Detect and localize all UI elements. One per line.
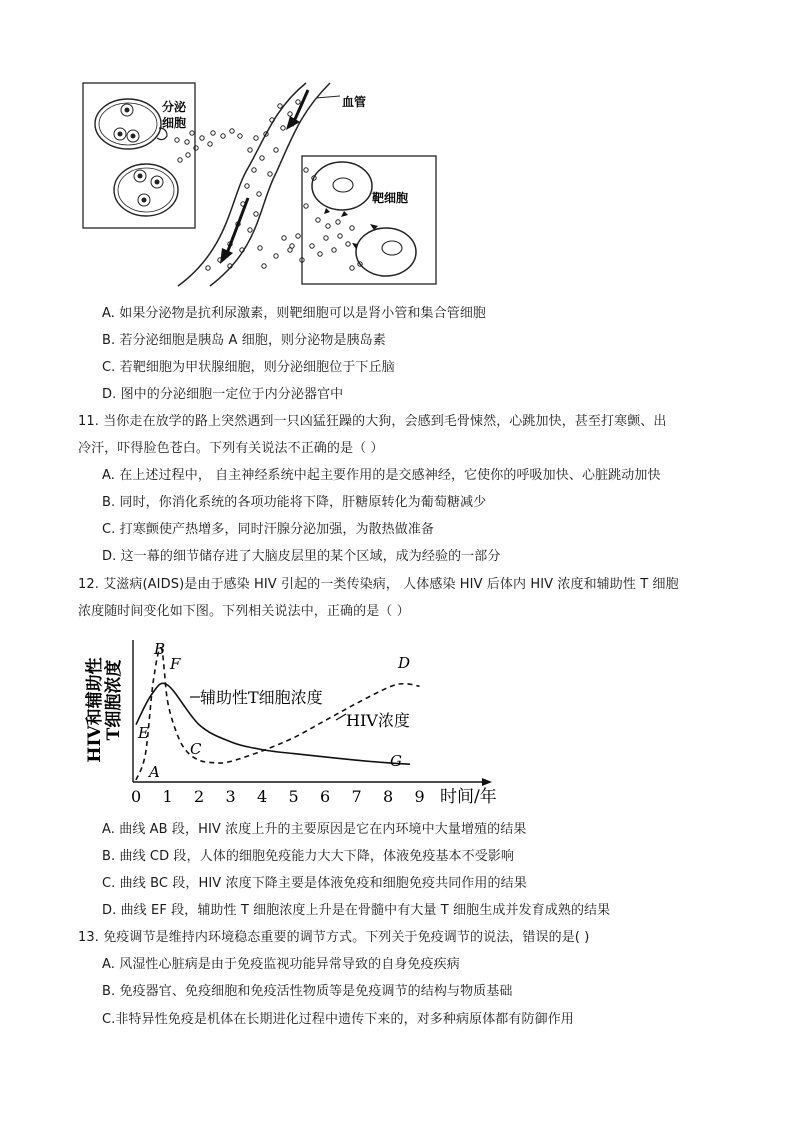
series-label-hiv: HIV浓度 [346, 711, 410, 730]
q12-option-c: C. 曲线 BC 段，HIV 浓度下降主要是体液免疫和细胞免疫共同作用的结果 [102, 876, 527, 891]
target-cell-upper [312, 162, 372, 210]
chart-x-ticks [131, 787, 425, 806]
x-tick-label: 5 [288, 787, 299, 806]
secretory-label-1: 分泌 [162, 100, 187, 114]
x-tick-label: 0 [131, 787, 142, 806]
q10-option-a: A. 如果分泌物是抗利尿激素，则靶细胞可以是肾小管和集合管细胞 [102, 306, 487, 321]
target-cell-lower [356, 228, 416, 276]
x-tick-label: 2 [194, 787, 205, 806]
x-tick-label: 7 [351, 787, 362, 806]
q12-stem-line1: 12. 艾滋病(AIDS)是由于感染 HIV 引起的一类传染病， 人体感染 HIV 后体内 HIV 浓度和辅助性 T 细胞 [78, 577, 679, 592]
q12-option-b: B. 曲线 CD 段，人体的细胞免疫能力大大下降，体液免疫基本不受影响 [102, 849, 515, 864]
blood-vessel-wall-left [178, 83, 306, 286]
chart-ylabel [84, 657, 124, 762]
q13-option-a: A. 风湿性心脏病是由于免疫监视功能异常导致的自身免疫疾病 [102, 957, 460, 972]
q11-stem-line1: 11. 当你走在放学的路上突然遇到一只凶猛狂躁的大狗，会感到毛骨悚然，心跳加快，甚至打寒颤、出 [78, 414, 667, 429]
point-label-f: F [170, 655, 181, 673]
y-axis-label-line-1: HIV和辅助性 [85, 657, 105, 763]
x-tick-label: 9 [414, 787, 425, 806]
y-axis-label-line-2: T细胞浓度 [104, 659, 124, 741]
hiv-t-cell-chart [80, 630, 510, 812]
point-label-a: A [149, 763, 160, 781]
q12-stem-line2: 浓度随时间变化如下图。下列相关说法中，正确的是（ ） [78, 604, 410, 619]
q12-option-a: A. 曲线 AB 段，HIV 浓度上升的主要原因是它在内环境中大量增殖的结果 [102, 822, 527, 837]
chart-x-axis-arrow [482, 778, 492, 786]
blood-vessel-label: 血管 [342, 95, 367, 109]
secretory-cell-lower [114, 164, 178, 216]
x-tick-label: 6 [320, 787, 331, 806]
secretory-cell-upper [95, 99, 161, 149]
x-tick-label: 3 [225, 787, 236, 806]
secretion-dots [175, 129, 242, 162]
q13-option-b: B. 免疫器官、免疫细胞和免疫活性物质等是免疫调节的结构与物质基础 [102, 984, 513, 999]
target-cell-label: 靶细胞 [372, 191, 409, 205]
x-tick-label: 1 [162, 787, 173, 806]
point-label-c: C [190, 740, 202, 758]
x-tick-label: 4 [257, 787, 268, 806]
series-label-t-cell: 辅助性T细胞浓度 [200, 688, 323, 707]
q10-option-b: B. 若分泌细胞是胰岛 A 细胞，则分泌物是胰岛素 [102, 333, 386, 348]
x-tick-label: 8 [383, 787, 394, 806]
q11-option-d: D. 这一幕的细节储存进了大脑皮层里的某个区域，成为经验的一部分 [102, 549, 501, 564]
q11-option-b: B. 同时，你消化系统的各项功能将下降，肝糖原转化为葡萄糖减少 [102, 495, 487, 510]
q13-stem: 13. 免疫调节是维持内环境稳态重要的调节方式。下列关于免疫调节的说法，错误的是( ) [78, 930, 590, 945]
q13-option-c: C.非特异性免疫是机体在长期进化过程中遗传下来的，对多种病原体都有防御作用 [102, 1012, 574, 1027]
q11-stem-line2: 冷汗，吓得脸色苍白。下列有关说法不正确的是（ ） [78, 441, 384, 456]
chart-xlabel: 时间/年 [440, 787, 497, 807]
q10-option-d: D. 图中的分泌细胞一定位于内分泌器官中 [102, 387, 344, 402]
point-label-g: G [390, 752, 402, 770]
endocrine-signaling-figure [80, 78, 440, 290]
point-label-d: D [398, 654, 411, 672]
secretory-label-2: 细胞 [162, 116, 187, 130]
q10-option-c: C. 若靶细胞为甲状腺细胞，则分泌细胞位于下丘脑 [102, 360, 395, 375]
point-label-e: E [138, 724, 149, 742]
q12-option-d: D. 曲线 EF 段，辅助性 T 细胞浓度上升是在骨髓中有大量 T 细胞生成并发育成熟的结果 [102, 903, 611, 918]
q11-option-a: A. 在上述过程中， 自主神经系统中起主要作用的是交感神经，它使你的呼吸加快、心脏跳动加快 [102, 468, 661, 483]
point-label-b: B [154, 640, 166, 658]
q11-option-c: C. 打寒颤使产热增多，同时汗腺分泌加强，为散热做准备 [102, 522, 435, 537]
